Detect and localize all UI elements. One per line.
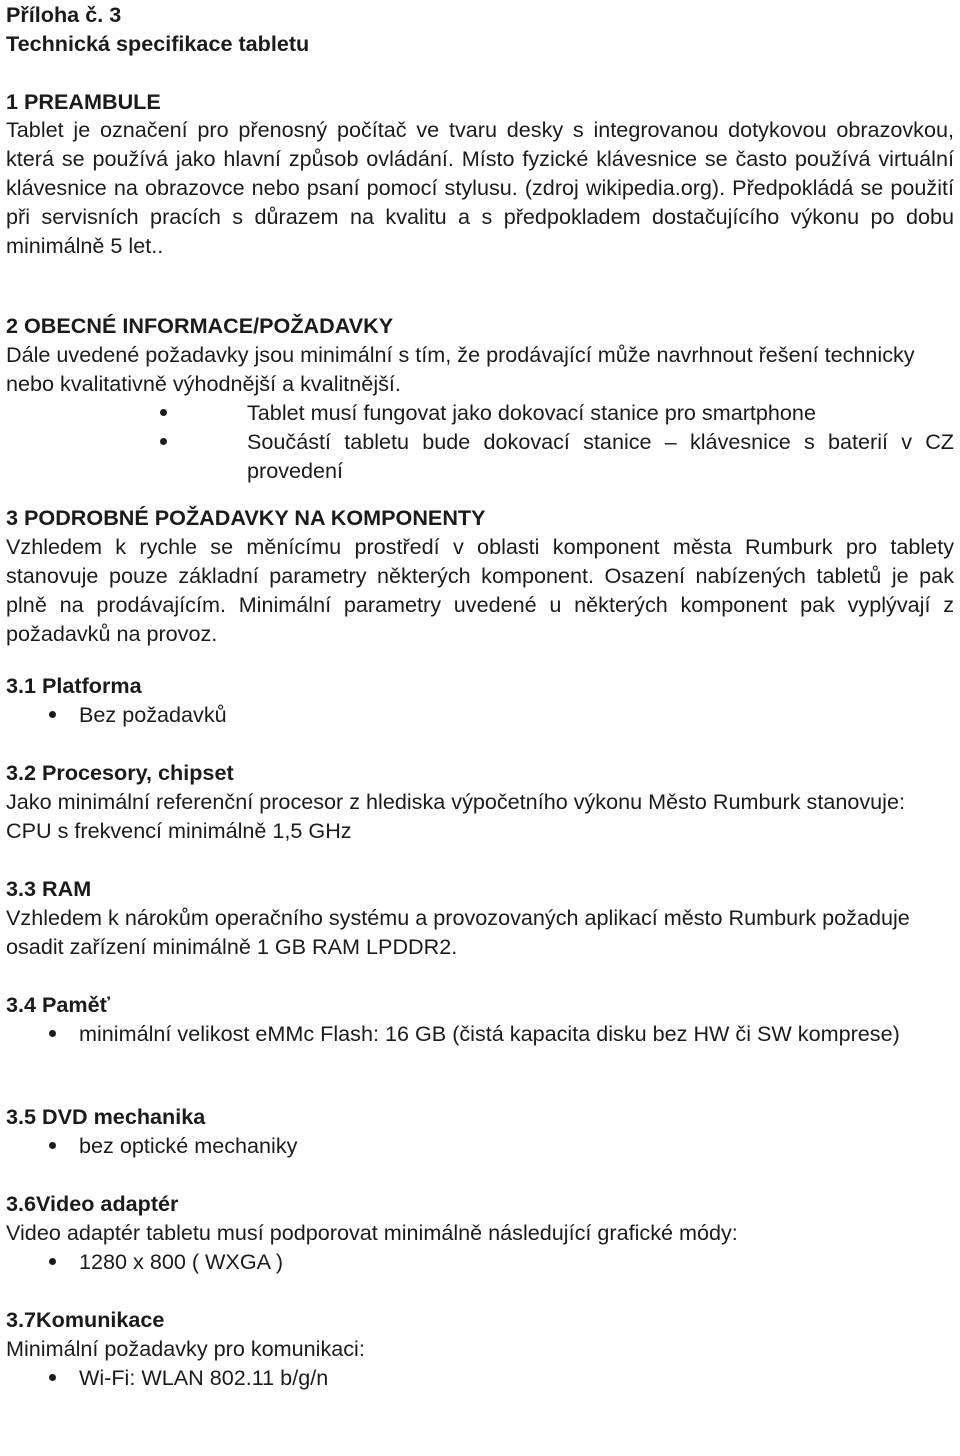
section-3-5-bullets [6,1131,954,1160]
section-3-7-heading [6,1305,954,1334]
section-number: 3.7 [6,1307,37,1332]
section-2-bullets [6,398,954,485]
list-item: Bez požadavků [6,700,954,729]
section-3-1-heading: 3.1 Platforma [6,673,142,698]
bullet-icon [49,1030,56,1037]
bullet-icon [49,711,56,718]
list-item: Tablet musí fungovat jako dokovací stanice pro smartphone [6,398,954,427]
bullet-icon [49,1258,56,1265]
section-3-1-bullets [6,700,954,729]
bullet-icon [160,409,167,416]
section-number: 3.6 [6,1191,37,1216]
section-2-heading: 2 OBECNÉ INFORMACE/POŽADAVKY [6,313,394,338]
section-3-text: Vzhledem k rychle se měnícímu prostředí v oblasti komponent města Rumburk pro tablety stanovuje pouze základní parametry některých komponent. Osazení nabízených tabletů je pak plně na prodávajícím. Minimální parametry uvedené u některých komponent pak vyplývají z požadavků na provoz. [6,534,954,646]
section-3-6-heading [6,1189,954,1218]
section-3-4-bullets [6,1019,954,1048]
section-3-6-bullets [6,1247,954,1276]
section-3-2-text: Jako minimální referenční procesor z hlediska výpočetního výkonu Město Rumburk stanovuje: CPU s frekvencí minimálně 1,5 GHz [6,789,905,843]
list-item: bez optické mechaniky [6,1131,954,1160]
bullet-icon [160,438,167,445]
section-3-heading: 3 PODROBNÉ POŽADAVKY NA KOMPONENTY [6,505,486,530]
list-item: 1280 x 800 ( WXGA ) [6,1247,954,1276]
list-item: minimální velikost eMMc Flash: 16 GB (čistá kapacita disku bez HW či SW komprese) [6,1019,954,1048]
list-item: Wi-Fi: WLAN 802.11 b/g/n [6,1363,954,1392]
section-3-2-heading: 3.2 Procesory, chipset [6,760,234,785]
section-title: Video adaptér [36,1191,179,1216]
list-item: Součástí tabletu bude dokovací stanice – klávesnice s baterií v CZ provedení [6,427,954,485]
section-3-6-text: Video adaptér tabletu musí podporovat minimálně následující grafické módy: [6,1220,738,1245]
section-2-text: Dále uvedené požadavky jsou minimální s tím, že prodávající může navrhnout řešení technicky nebo kvalitativně výhodnější a kvalitnější. [6,342,915,396]
section-1-heading: 1 PREAMBULE [6,89,161,114]
bullet-icon [49,1142,56,1149]
section-1-text: Tablet je označení pro přenosný počítač ve tvaru desky s integrovanou dotykovou obrazovkou, která se používá jako hlavní způsob ovládání. Místo fyzické klávesnice se často používá virtuální klávesnice na obrazovce nebo psaní pomocí stylusu. (zdroj wikipedia.org). Předpokládá se použití při servisních pracích s důrazem na kvalitu a s předpokladem dostačujícího výkonu po dobu minimálně 5 let.. [6,117,954,258]
section-3-4-heading: 3.4 Paměť [6,992,110,1017]
section-3-7-bullets [6,1363,954,1392]
bullet-icon [49,1374,56,1381]
section-3-7-text: Minimální požadavky pro komunikaci: [6,1336,365,1361]
section-3-3-heading: 3.3 RAM [6,876,92,901]
document-title: Technická specifikace tabletu [6,31,310,56]
annex-label: Příloha č. 3 [6,2,122,27]
document-page [6,0,954,1392]
section-3-3-text: Vzhledem k nárokům operačního systému a provozovaných aplikací město Rumburk požaduje osadit zařízení minimálně 1 GB RAM LPDDR2. [6,905,910,959]
section-3-5-heading: 3.5 DVD mechanika [6,1104,206,1129]
section-title: Komunikace [36,1307,165,1332]
